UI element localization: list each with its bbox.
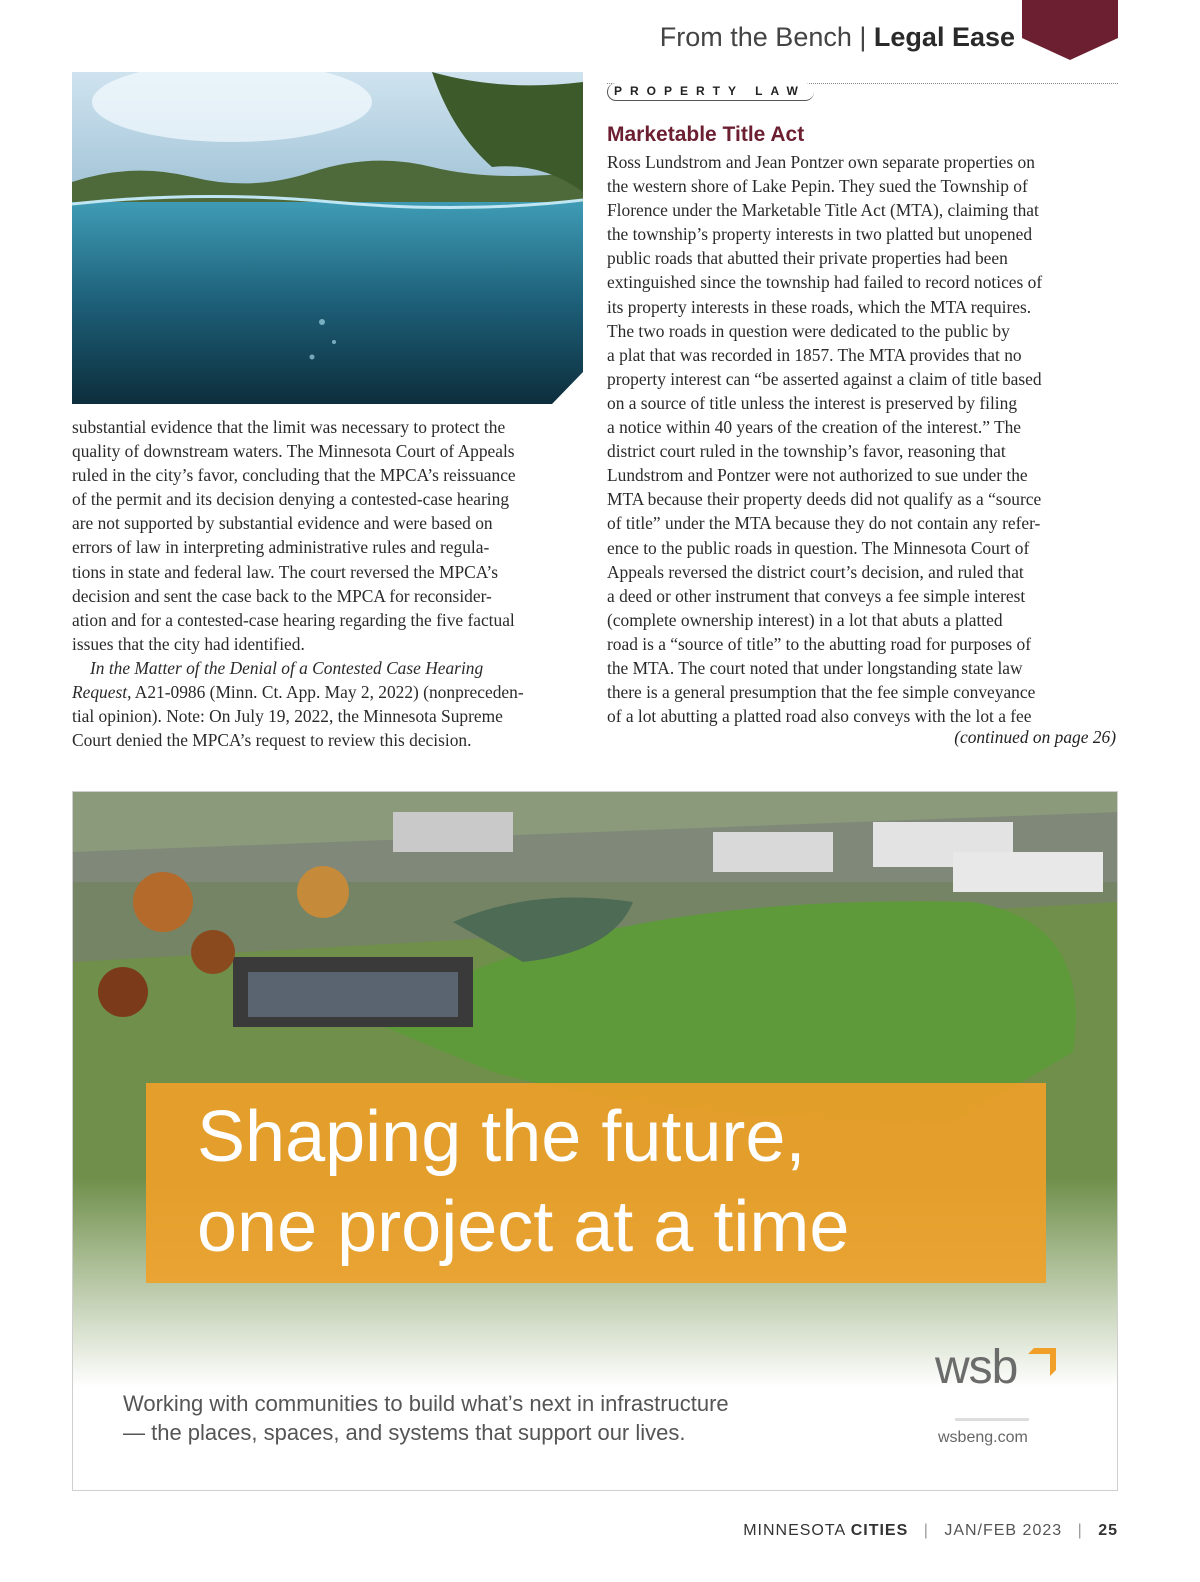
header-separator: | [859, 22, 867, 52]
text-line: a plat that was recorded in 1857. The MTA provides that no [607, 344, 1022, 365]
text-line: of the permit and its decision denying a contested-case hearing [72, 489, 510, 510]
magazine-name-bold: CITIES [850, 1522, 909, 1539]
footer-separator: | [923, 1522, 929, 1539]
wsb-logo[interactable]: wsb [935, 1341, 1018, 1394]
text-line: Appeals reversed the district court’s decision, and ruled that [607, 561, 1024, 582]
text-line: quality of downstream waters. The Minnesota Court of Appeals [72, 441, 515, 462]
text-line: tions in state and federal law. The court reversed the MPCA’s [72, 561, 498, 582]
text-line: a deed or other instrument that conveys a fee simple interest [607, 585, 1026, 606]
text-line: the western shore of Lake Pepin. They sued the Township of [607, 176, 1028, 197]
article-body [607, 150, 1118, 728]
text-line: Florence under the Marketable Title Act (MTA), claiming that [607, 200, 1039, 221]
tagline-line: Working with communities to build what’s next in infrastructure [123, 1391, 729, 1416]
header-section: From the Bench [659, 22, 852, 52]
page-footer [743, 1522, 1118, 1540]
text-line: on a source of title unless the interest is preserved by filing [607, 392, 1018, 413]
left-column-text [72, 415, 583, 752]
text-line: the MTA. The court noted that under longstanding state law [607, 657, 1023, 678]
citation-line [72, 680, 583, 704]
text-line: The two roads in question were dedicated to the public by [607, 320, 1010, 341]
text-line: (complete ownership interest) in a lot that abuts a platted [607, 609, 1003, 630]
text-line: of a lot abutting a platted road also conveys with the lot a fee [607, 706, 1032, 727]
text-line: district court ruled in the township’s favor, reasoning that [607, 441, 1006, 462]
section-label: PROPERTY LAW [607, 83, 814, 101]
text-line: the township’s property interests in two platted but unopened [607, 224, 1033, 245]
corner-tab-decoration [1022, 0, 1118, 60]
text-line: extinguished since the township had failed to record notices of [607, 272, 1043, 293]
citation-note: tial opinion). Note: On July 19, 2022, the Minnesota Supreme [72, 706, 503, 727]
page-number: 25 [1098, 1522, 1118, 1539]
text-line: MTA because their property deeds did not qualify as a “source [607, 489, 1042, 510]
lake-underwater-photo [72, 72, 583, 404]
running-header [620, 22, 1015, 53]
ad-tagline [123, 1389, 729, 1447]
ad-headline [197, 1092, 849, 1272]
headline-line: Shaping the future, [197, 1097, 806, 1177]
text-line: there is a general presumption that the fee simple conveyance [607, 682, 1036, 703]
text-line: decision and sent the case back to the MPCA for reconsider- [72, 585, 492, 606]
citation-title: In the Matter of the Denial of a Contested Case Hearing [90, 657, 484, 678]
article-title: Marketable Title Act [607, 123, 805, 146]
text-line: are not supported by substantial evidence and were based on [72, 513, 493, 534]
issue-date: JAN/FEB 2023 [944, 1522, 1063, 1539]
text-line: of title” under the MTA because they do not contain any refer- [607, 513, 1041, 534]
citation-details: , A21-0986 (Minn. Ct. App. May 2, 2022) (nonpreceden- [127, 682, 524, 703]
footer-separator: | [1077, 1522, 1083, 1539]
text-line: ence to the public roads in question. The Minnesota Court of [607, 537, 1030, 558]
text-line: road is a “source of title” to the abutting road for purposes of [607, 633, 1032, 654]
text-line: Lundstrom and Pontzer were not authorized to sue under the [607, 465, 1028, 486]
text-line: Ross Lundstrom and Jean Pontzer own separate properties on [607, 152, 1035, 172]
text-line: property interest can “be asserted against a claim of title based [607, 368, 1042, 389]
citation-note: Court denied the MPCA’s request to review this decision. [72, 730, 472, 751]
headline-line: one project at a time [197, 1187, 850, 1267]
text-line: errors of law in interpreting administrative rules and regula- [72, 537, 490, 558]
tagline-line: — the places, spaces, and systems that support our lives. [123, 1420, 686, 1445]
text-line: public roads that abutted their private properties had been [607, 248, 1008, 269]
header-column: Legal Ease [873, 22, 1015, 52]
text-line: ruled in the city’s favor, concluding that the MPCA’s reissuance [72, 465, 516, 486]
wsb-url-link[interactable]: wsbeng.com [938, 1429, 1028, 1446]
text-line: issues that the city had identified. [72, 633, 305, 654]
text-line: its property interests in these roads, which the MTA requires. [607, 296, 1032, 317]
magazine-name: MINNESOTA [743, 1522, 846, 1539]
text-line: ation and for a contested-case hearing regarding the five factual [72, 609, 515, 630]
wsb-arrow-icon [1028, 1348, 1056, 1376]
text-line: a notice within 40 years of the creation of the interest.” The [607, 417, 1022, 438]
wsb-advertisement[interactable] [72, 791, 1118, 1491]
citation-title-end: Request [72, 682, 128, 703]
continued-note: (continued on page 26) [954, 727, 1116, 747]
logo-divider [955, 1418, 1029, 1421]
text-line: substantial evidence that the limit was necessary to protect the [72, 417, 506, 437]
